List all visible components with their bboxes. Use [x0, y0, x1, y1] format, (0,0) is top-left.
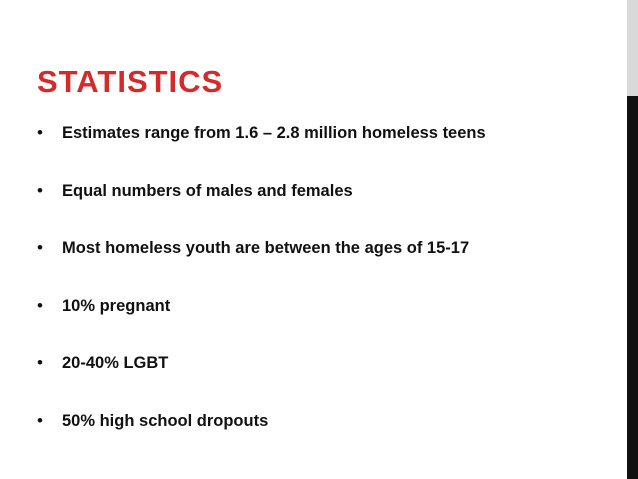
bullet-marker: • [37, 238, 43, 257]
bullet-text: 10% pregnant [62, 296, 171, 315]
bullet-text: 50% high school dropouts [62, 411, 269, 430]
list-item [37, 350, 486, 408]
list-item [37, 120, 486, 178]
accent-bar-dark [627, 96, 638, 479]
list-item [37, 178, 486, 236]
bullet-marker: • [37, 353, 43, 372]
bullet-text: 20-40% LGBT [62, 354, 169, 372]
accent-bar-light [627, 0, 638, 96]
bullet-marker: • [37, 410, 43, 430]
bullet-marker: • [37, 295, 43, 315]
list-item [37, 235, 486, 293]
list-item [37, 408, 486, 466]
bullet-marker: • [37, 180, 43, 200]
bullet-marker: • [37, 123, 43, 142]
bullet-text: Most homeless youth are between the ages of 15-17 [62, 239, 470, 257]
bullet-text: Equal numbers of males and females [62, 181, 353, 200]
list-item [37, 293, 486, 351]
bullet-text: Estimates range from 1.6 – 2.8 million homeless teens [62, 124, 486, 142]
bullet-list [37, 120, 486, 465]
slide-title: STATISTICS [37, 64, 224, 99]
